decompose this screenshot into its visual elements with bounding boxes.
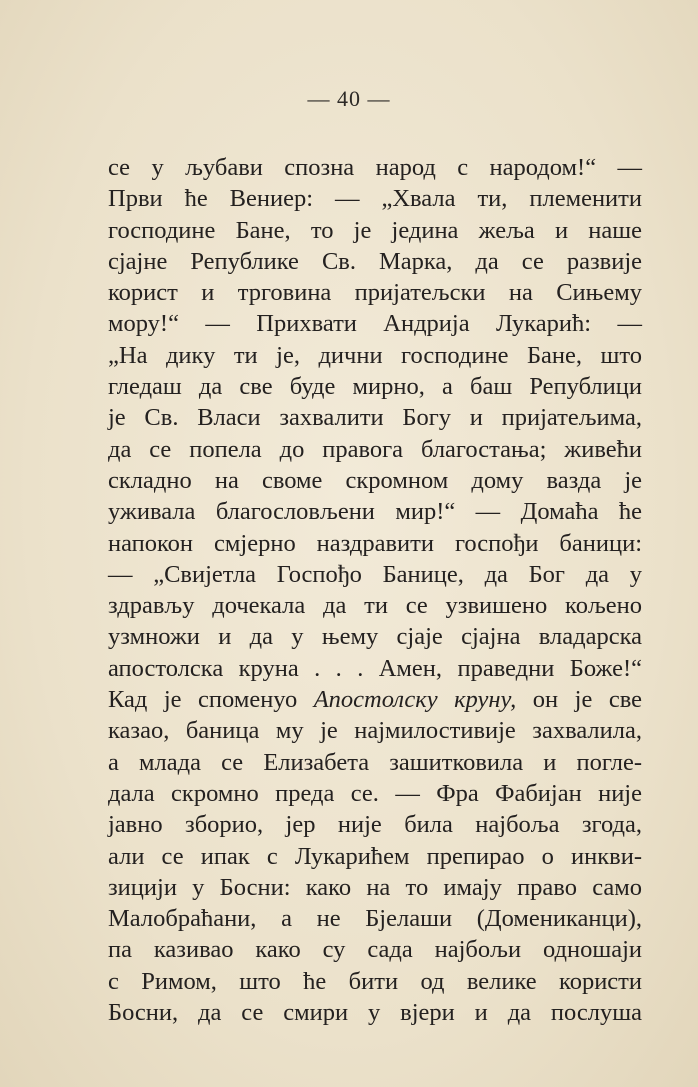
italic-phrase: Апостолску круну,	[313, 686, 517, 714]
text-line: — „Свијетла Госпођо Банице, да Бог да у	[108, 560, 642, 588]
text-line: сјајне Републике Св. Марка, да се развије	[108, 247, 642, 275]
text-line: апостолска круна . . . Амен, праведни Боже!“	[108, 654, 642, 682]
text-line: да се попела до правога благостања; живећи	[108, 435, 642, 463]
text-line: али се ипак с Лукарићем препирао о инкви-	[108, 842, 642, 870]
text-line: напокон смјерно наздравити госпођи баници:	[108, 529, 642, 557]
text-line: с Римом, што ће бити од велике користи	[108, 967, 642, 995]
text-line: а млада се Елизабета зашитковила и погле-	[108, 748, 642, 776]
text-line: здрављу дочекала да ти се узвишено кољено	[108, 592, 642, 620]
line-text-before-italic: Кад је споменуо	[108, 686, 314, 714]
text-line: зицији у Босни: како на то имају право само	[108, 873, 642, 901]
line-text-after-italic: он је све	[516, 686, 643, 714]
text-line: Малобраћани, а не Бјелаши (Домениканци),	[108, 905, 642, 933]
text-line: па казивао како су сада најбољи одношаји	[108, 936, 642, 964]
text-line: се у љубави спозна народ с народом!“ —	[108, 154, 642, 181]
text-line: уживала благословљени мир!“ — Домаћа ће	[108, 498, 642, 526]
text-line: гледаш да све буде мирно, а баш Републици	[108, 373, 642, 401]
page-number: — 40 —	[307, 86, 391, 111]
text-line: складно на своме скромном дому вазда је	[108, 466, 642, 494]
text-line: Први ће Вениер: — „Хвала ти, племенити	[108, 185, 642, 213]
text-line: Босни, да се смири у вјери и да послуша	[108, 999, 642, 1027]
text-line: казао, баница му је најмилостивије захвалила,	[108, 717, 642, 745]
text-line: јавно зборио, јер није била најбоља згода,	[108, 811, 642, 839]
text-line: господине Бане, то је једина жеља и наше	[108, 216, 642, 244]
text-line: је Св. Власи захвалити Богу и пријатељима,	[108, 404, 642, 432]
text-line: „На дику ти је, дични господине Бане, што	[108, 341, 642, 369]
text-line: мору!“ — Прихвати Андрија Лукарић: —	[108, 310, 642, 338]
body-text	[108, 152, 642, 1028]
text-line: дала скромно преда се. — Фра Фабијан није	[108, 779, 642, 807]
text-line-with-italic	[108, 684, 642, 715]
text-line: узмножи и да у њему сјаје сјајна владарска	[108, 623, 642, 651]
text-line: корист и трговина пријатељски на Сињему	[108, 279, 642, 307]
